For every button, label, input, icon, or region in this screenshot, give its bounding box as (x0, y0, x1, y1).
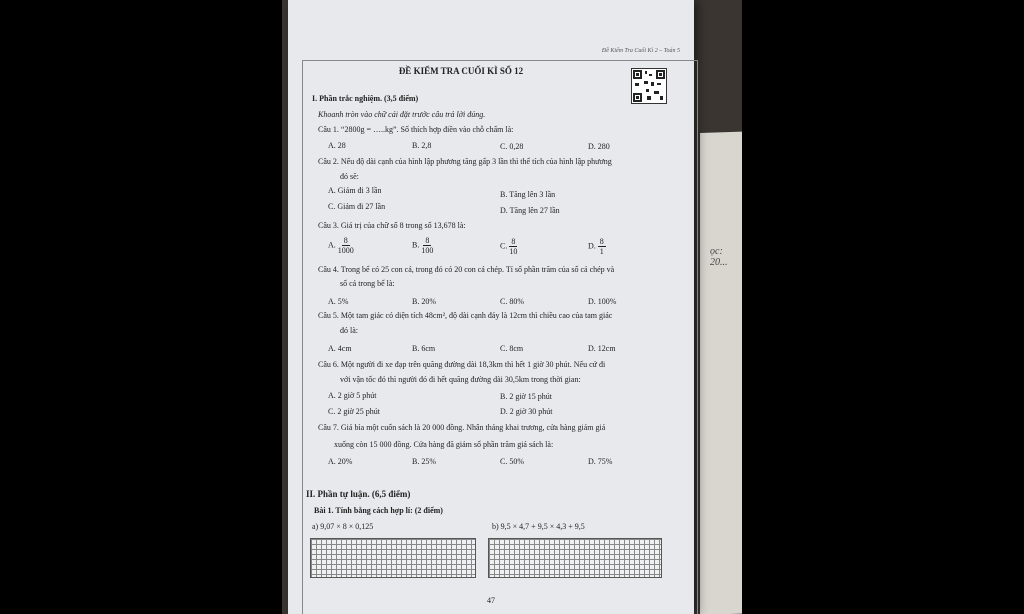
q7-c: C. 50% (500, 457, 524, 466)
underlying-page-text: ọc: 20... (710, 246, 728, 268)
bai1-part-b: b) 9,5 × 4,7 + 9,5 × 4,3 + 9,5 (492, 522, 585, 531)
q4-stem-line1: Câu 4. Trong bể có 25 con cá, trong đó có 20 con cá chép. Tỉ số phần trăm của số cá chép và (318, 265, 615, 274)
q1-d: D. 280 (588, 142, 610, 151)
page-number: 47 (487, 596, 495, 605)
q5-d: D. 12cm (588, 344, 616, 353)
q2-d: D. Tăng lên 27 lần (500, 206, 560, 215)
part1-instruction: Khoanh tròn vào chữ cái đặt trước câu trả lời đúng. (318, 110, 486, 119)
q5-c: C. 8cm (500, 344, 524, 353)
q5-a: A. 4cm (328, 344, 352, 353)
part2-heading: II. Phần tự luận. (6,5 điểm) (306, 489, 411, 499)
q5-stem-line1: Câu 5. Một tam giác có diện tích 48cm², độ dài cạnh đáy là 12cm thì chiều cao của tam giác (318, 311, 613, 320)
q2-c: C. Giảm đi 27 lần (328, 202, 386, 211)
q4-stem-line2: số cá trong bể là: (340, 279, 395, 288)
running-header: Đề Kiểm Tra Cuối Kì 2 – Toán 5 (601, 48, 680, 54)
worksheet-page (288, 0, 694, 614)
q6-c: C. 2 giờ 25 phút (328, 407, 381, 416)
q4-c: C. 80% (500, 297, 524, 306)
q4-b: B. 20% (412, 297, 436, 306)
q7-b: B. 25% (412, 457, 436, 466)
q3-option-a: A. $\frac{8}{1000}$ (328, 236, 354, 255)
q6-stem-line2: với vận tốc đó thì người đó đi hết quãng đường dài 30,5km trong thời gian: (340, 375, 581, 384)
answer-grid-a (310, 538, 476, 578)
q2-stem-line1: Câu 2. Nếu độ dài cạnh của hình lập phương tăng gấp 3 lần thì thể tích của hình lập phương (318, 157, 612, 166)
page-title: ĐỀ KIỂM TRA CUỐI KÌ SỐ 12 (398, 66, 524, 76)
q3-option-c: C. $\frac{8}{10}$ (500, 237, 518, 256)
underlying-page (700, 131, 742, 614)
q1-b: B. 2,8 (412, 141, 432, 150)
q3-stem: Câu 3. Giá trị của chữ số 8 trong số 13,678 là: (318, 221, 466, 230)
q4-d: D. 100% (588, 297, 617, 306)
q2-stem-line2: đó sẽ: (340, 172, 359, 181)
bai1-part-a: a) 9,07 × 8 × 0,125 (312, 522, 374, 531)
q5-stem-line2: đó là: (340, 326, 358, 335)
q6-d: D. 2 giờ 30 phút (500, 407, 553, 416)
q2-a: A. Giảm đi 3 lần (328, 186, 382, 195)
photo-background (282, 0, 742, 614)
q7-stem-line1: Câu 7. Giá bìa một cuốn sách là 20 000 đồng. Nhân tháng khai trương, cửa hàng giảm giá (318, 423, 606, 432)
q1-c: C. 0,28 (500, 142, 524, 151)
q3-option-b: B. $\frac{8}{100}$ (412, 236, 434, 255)
bai1-heading: Bài 1. Tính bằng cách hợp lí: (2 điểm) (314, 506, 443, 515)
q7-stem-line2: xuống còn 15 000 đồng. Cửa hàng đã giảm số phần trăm giá sách là: (334, 440, 554, 449)
q2-b: B. Tăng lên 3 lần (500, 190, 556, 199)
q6-b: B. 2 giờ 15 phút (500, 392, 553, 401)
q5-b: B. 6cm (412, 344, 436, 353)
part1-heading: I. Phần trắc nghiệm. (3,5 điểm) (312, 94, 419, 103)
q4-a: A. 5% (328, 297, 349, 306)
q3-option-d: D. $\frac{8}{1}$ (588, 237, 604, 256)
q7-a: A. 20% (328, 457, 353, 466)
qr-code (631, 68, 667, 104)
q1-stem: Câu 1. “2800g = …..kg”. Số thích hợp điền vào chỗ chấm là: (318, 125, 514, 134)
q6-a: A. 2 giờ 5 phút (328, 391, 377, 400)
q7-d: D. 75% (588, 457, 613, 466)
q6-stem-line1: Câu 6. Một người đi xe đạp trên quãng đường dài 18,3km thì hết 1 giờ 30 phút. Nếu cứ đi (318, 360, 606, 369)
q1-a: A. 28 (328, 141, 346, 150)
answer-grid-b (488, 538, 662, 578)
